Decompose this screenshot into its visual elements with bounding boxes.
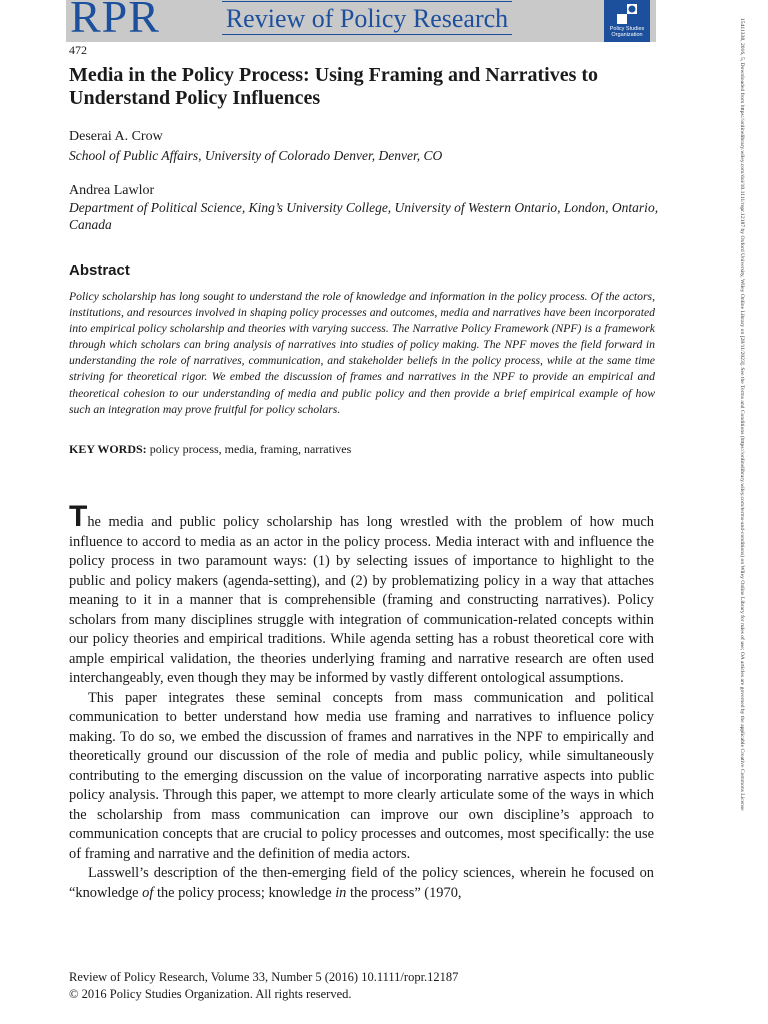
page-number: 472 [69,43,87,57]
keywords-label: KEY WORDS: [69,442,147,456]
article-body [69,500,654,903]
author-affiliation: School of Public Affairs, University of Colorado Denver, Denver, CO [69,148,443,163]
author-name: Deserai A. Crow [69,129,163,144]
keywords [69,442,351,457]
copyright-line: © 2016 Policy Studies Organization. All rights reserved. [69,987,352,1001]
journal-name: Review of Policy Research [222,1,512,35]
body-paragraph: The media and public policy scholarship has long wrestled with the problem of how much influence to accord to media as an actor in the policy process. Media interact with and influence the policy process in two paramount ways: (1) by selecting issues of importance to highlight to the public and policy makers (agenda-setting), and (2) by problematizing policy in a way that attaches meaning to it in a manner that is comprehensible (framing and constructing narratives). Policy scholars from many disciplines struggle with integration of communication-related concepts within our policy theories and empirical traditions. While agenda setting has a robust theoretical core with ample empirical validation, the theories underlying framing and narrative research are often used interchangeably, even though they may be informed by vastly different ontological assumptions. [69,500,654,686]
body-paragraph: Lasswell’s description of the then-emerging field of the policy sciences, wherein he focused on “knowledge of the policy process; knowledge in the process” (1970, [69,865,654,901]
abstract-heading: Abstract [69,262,130,279]
page-footer [69,969,458,1003]
article-title: Media in the Policy Process: Using Framing and Narratives to Understand Policy Influences [69,64,599,109]
body-paragraph: This paper integrates these seminal concepts from mass communication and political communication to better understand how media use framing and narratives to influence policy making. To do so, we embed the discussion of frames and narratives in the NPF to empirically and theoretically ground our discussion of the role of media and public policy, while simultaneously contributing to the emerging discussion on the value of incorporating narrative aspects into public policy analysis. Through this paper, we attempt to more clearly articulate some of the ways in which the scholarship from mass communication can improve our own discipline’s approach to communication concepts that are crucial to policy processes and outcomes, most specifically: the use of framing and narrative and the definition of media actors. [69,689,654,862]
author-affiliation: Department of Political Science, King’s University College, University of Western Ontario, London, Ontario, Canada [69,200,659,232]
keywords-list: policy process, media, framing, narratives [146,442,352,456]
abstract-text: Policy scholarship has long sought to understand the role of knowledge and information in the policy process. Of the actors, institutions, and resources involved in shaping policy processes and outcomes, media and narratives have been incorporated into empirical policy scholarship and theories with varying success. The Narrative Policy Framework (NPF) is a framework through which scholars can bring analysis of narratives into studies of policy making. The NPF moves the field forward in understanding the role of narratives, communication, and stakeholder beliefs in the policy process, while at the same time striving for theoretical rigor. We embed the discussion of frames and narratives in the NPF to provide an empirical and theoretical cohesion to our understanding of media and public policy and then provide a brief empirical example of how such an integration may prove fruitful for policy scholars. [69,290,655,416]
pso-badge-text: Policy Studies Organization [609,26,645,38]
download-notice: 15411338, 2016, 5, Downloaded from https://onlinelibrary.wiley.com/doi/10.1111/ropr.12187 by Oxford University, Wiley Online Library on [28/11/2023]. See the Terms and Conditions (https://onlinelibrary.wiley.com/terms-and-conditions) on Wiley Online Library for rules of use; OA articles are governed by the applicable Creative Commons License [739,18,745,811]
journal-logo: RPR [70,0,160,42]
pso-badge [604,0,650,42]
author-name: Andrea Lawlor [69,183,155,198]
pso-emblem-icon [616,3,638,25]
citation-line: Review of Policy Research, Volume 33, Number 5 (2016) 10.1111/ropr.12187 [69,970,459,984]
drop-cap: T [69,500,88,533]
